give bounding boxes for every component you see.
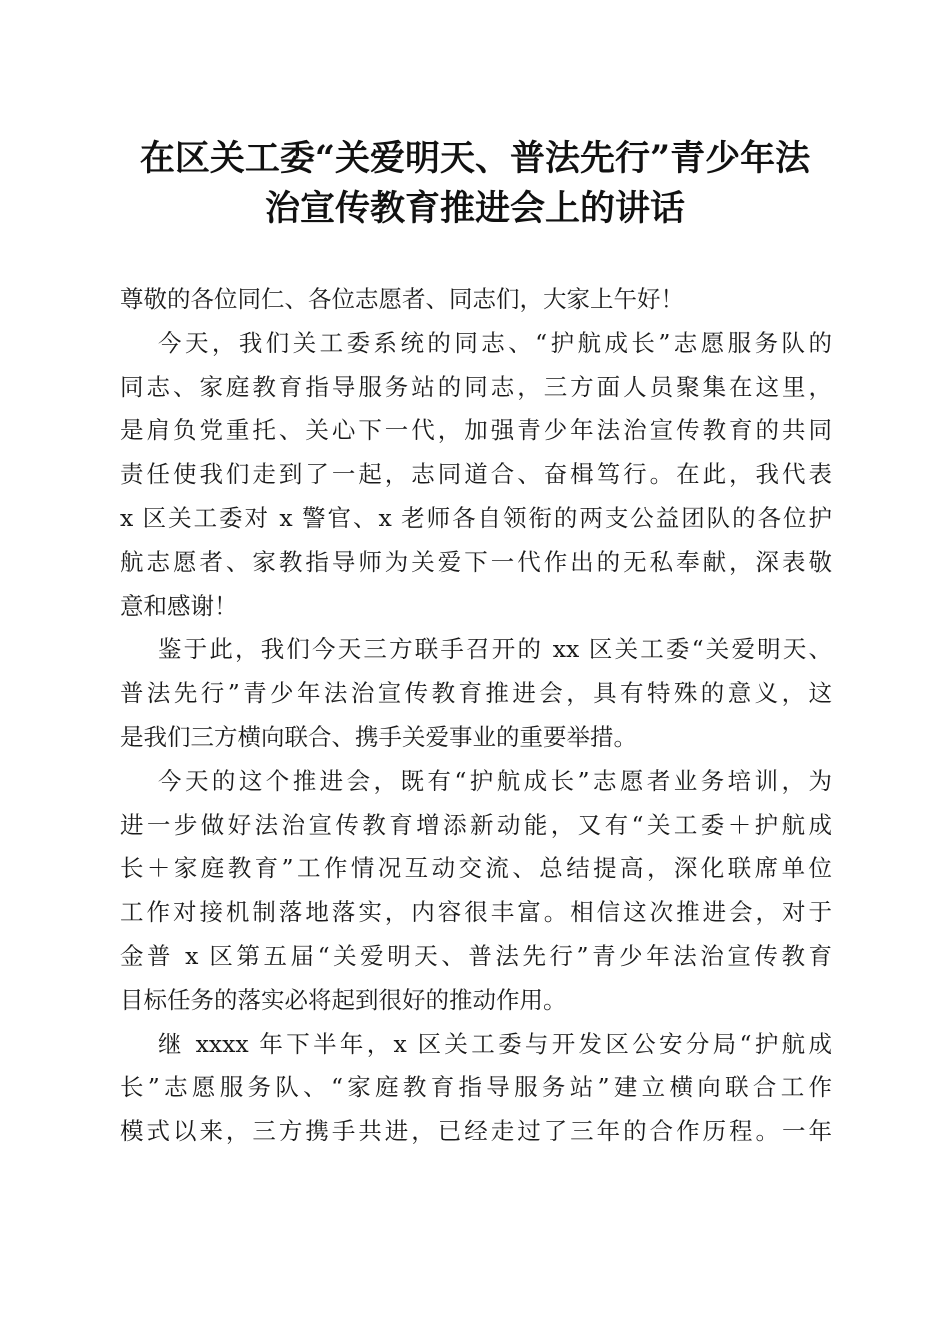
paragraph-line: 工作对接机制落地落实，内容很丰富。相信这次推进会，对于: [120, 898, 832, 927]
paragraph-line: 是肩负党重托、关心下一代，加强青少年法治宣传教育的共同: [120, 416, 832, 445]
document-body: [120, 278, 832, 1154]
paragraph-line: 长”志愿服务队、“家庭教育指导服务站”建立横向联合工作: [120, 1073, 832, 1102]
paragraph-line: 金普 x 区第五届“关爱明天、普法先行”青少年法治宣传教育: [120, 941, 832, 970]
paragraph-line: 进一步做好法治宣传教育增添新动能，又有“关工委＋护航成: [120, 810, 832, 839]
paragraph-line: 目标任务的落实必将起到很好的推动作用。: [120, 985, 567, 1014]
paragraph-line: 同志、家庭教育指导服务站的同志，三方面人员聚集在这里，: [120, 372, 832, 401]
paragraph-line: x 区关工委对 x 警官、x 老师各自领衔的两支公益团队的各位护: [120, 503, 832, 532]
title-line: 治宣传教育推进会上的讲话: [264, 188, 685, 229]
document-title: [100, 134, 850, 234]
paragraph-line: 长＋家庭教育”工作情况互动交流、总结提高，深化联席单位: [120, 854, 832, 883]
paragraph-line: 今天的这个推进会，既有“护航成长”志愿者业务培训，为: [158, 766, 832, 795]
paragraph-line: 是我们三方横向联合、携手关爱事业的重要举措。: [120, 722, 637, 751]
greeting-line: 尊敬的各位同仁、各位志愿者、同志们，大家上午好！: [120, 285, 684, 313]
paragraph-line: 模式以来，三方携手共进，已经走过了三年的合作历程。一年: [120, 1117, 832, 1146]
paragraph-line: 普法先行”青少年法治宣传教育推进会，具有特殊的意义，这: [120, 679, 832, 708]
paragraph-line: 意和感谢！: [120, 591, 238, 620]
paragraph-line: 航志愿者、家教指导师为关爱下一代作出的无私奉献，深表敬: [120, 547, 832, 576]
paragraph-line: 继 xxxx 年下半年，x 区关工委与开发区公安分局“护航成: [158, 1029, 832, 1058]
paragraph-line: 鉴于此，我们今天三方联手召开的 xx 区关工委“关爱明天、: [158, 635, 832, 664]
title-line: 在区关工委“关爱明天、普法先行”青少年法: [139, 138, 811, 179]
paragraph-line: 责任使我们走到了一起，志同道合、奋楫笃行。在此，我代表: [120, 460, 832, 489]
paragraph-line: 今天，我们关工委系统的同志、“护航成长”志愿服务队的: [158, 328, 832, 357]
